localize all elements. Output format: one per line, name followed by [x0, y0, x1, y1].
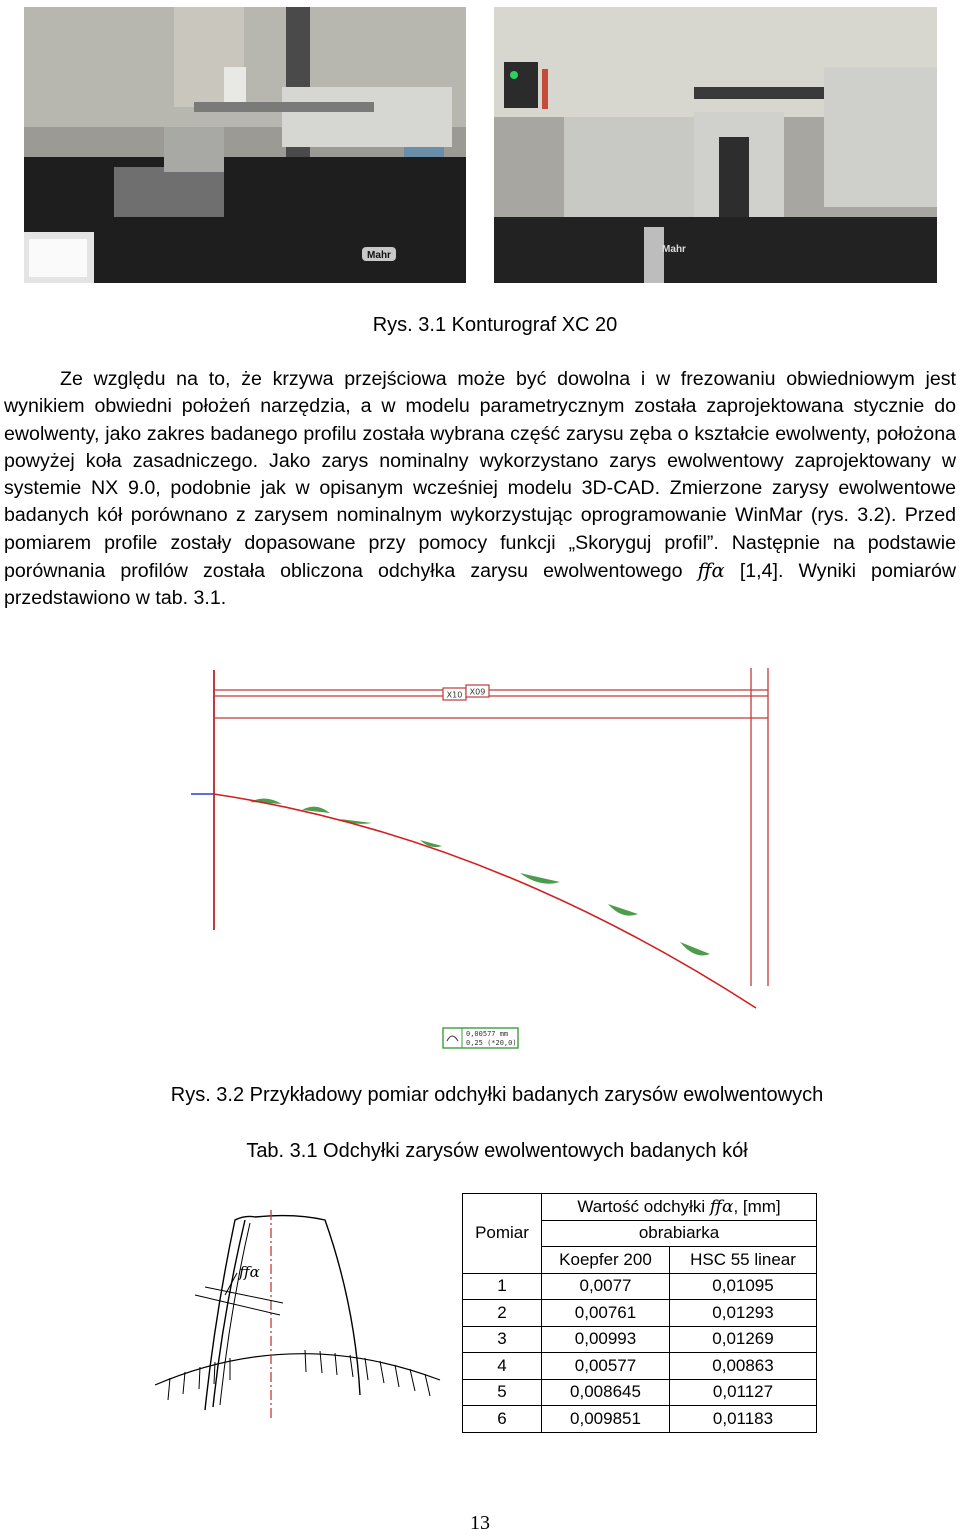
table-row	[463, 1300, 817, 1327]
table-caption-3-1: Tab. 3.1 Odchyłki zarysów ewolwentowych badanych kół	[246, 1140, 748, 1162]
cell-koepfer: 0,009851	[542, 1406, 670, 1433]
header-pomiar: Pomiar	[463, 1194, 542, 1274]
cell-hsc: 0,01293	[670, 1300, 817, 1327]
cell-koepfer: 0,0077	[542, 1273, 670, 1300]
cell-koepfer: 0,00761	[542, 1300, 670, 1327]
table-row	[463, 1326, 817, 1353]
header-value	[542, 1194, 817, 1221]
measured-hump	[420, 840, 442, 847]
cell-pomiar: 5	[463, 1379, 542, 1406]
measured-hump	[680, 942, 710, 956]
measured-hump	[520, 873, 560, 884]
base-circle	[155, 1354, 440, 1385]
tooth-profile-measured	[205, 1216, 255, 1410]
gear-tooth-sketch	[155, 1195, 445, 1420]
cell-koepfer: 0,00993	[542, 1326, 670, 1353]
deviation-table	[462, 1193, 817, 1433]
cell-pomiar: 4	[463, 1353, 542, 1380]
cell-koepfer: 0,008645	[542, 1379, 670, 1406]
cell-hsc: 0,01183	[670, 1406, 817, 1433]
body-paragraph	[4, 366, 956, 613]
table-row	[463, 1353, 817, 1380]
cell-pomiar: 3	[463, 1326, 542, 1353]
measured-deviation-humps	[250, 798, 710, 955]
gear-deviation-label: ffα	[239, 1263, 260, 1281]
cell-hsc: 0,01127	[670, 1379, 817, 1406]
cell-koepfer: 0,00577	[542, 1353, 670, 1380]
nominal-profile-curve	[214, 794, 756, 1008]
paragraph-text-end: [1,4]. Wyniki pomiarów przedstawiono w tab. 3.1.	[4, 560, 956, 610]
brand-logo-left: Mahr	[367, 250, 391, 261]
figure-caption-3-1: Rys. 3.1 Konturograf XC 20	[372, 314, 618, 336]
table-row	[463, 1379, 817, 1406]
marker-x10: X10	[446, 690, 463, 700]
header-unit: , [mm]	[733, 1196, 781, 1216]
cell-pomiar: 1	[463, 1273, 542, 1300]
cell-hsc: 0,01269	[670, 1326, 817, 1353]
header-col-hsc: HSC 55 linear	[670, 1247, 817, 1274]
tooth-profile-band	[220, 1223, 250, 1405]
cell-hsc: 0,01095	[670, 1273, 817, 1300]
header-value-prefix: Wartość odchyłki	[577, 1196, 710, 1216]
deviation-leader	[225, 1273, 237, 1295]
scale-ratio: 0,25 (*20,0)	[466, 1039, 517, 1047]
paragraph-text: Ze względu na to, że krzywa przejściowa może być dowolna i w frezowaniu obwiedniowym jest wynikiem obwiedni położeń narzędzia, a w modelu parametrycznym została zaprojektowana stycznie do ewolwenty, jako zakres badanego profilu została wybrana część zarysu zęba o kształcie ewolwenty, położona powyżej koła zasadniczego. Jako zarys nominalny wykorzystano zarys ewolwentowy zaprojektowany w systemie NX 9.0, podobnie jak w opisanym wcześniej modelu 3D-CAD. Zmierzone zarysy ewolwentowe badanych kół porównano z zarysem nominalnym wykorzystując oprogramowanie WinMar (rys. 3.2). Przed pomiarem profile zostały dopasowane przy pomocy funkcji „Skoryguj profil”. Następnie na podstawie porównania profilów została obliczona odchyłka zarysu ewolwentowego	[4, 368, 956, 583]
cell-pomiar: 6	[463, 1406, 542, 1433]
cell-hsc: 0,00863	[670, 1353, 817, 1380]
measured-hump	[608, 904, 638, 916]
header-col-koepfer: Koepfer 200	[542, 1247, 670, 1274]
table-row	[463, 1406, 817, 1433]
brand-logo-right: Mahr	[662, 244, 686, 255]
header-machine: obrabiarka	[542, 1220, 817, 1247]
cell-pomiar: 2	[463, 1300, 542, 1327]
page-number: 13	[470, 1512, 490, 1534]
deviation-line-1	[195, 1295, 280, 1315]
table-row	[463, 1273, 817, 1300]
figure-caption-3-2: Rys. 3.2 Przykładowy pomiar odchyłki badanych zarysów ewolwentowych	[170, 1084, 824, 1106]
photo-konturograf-overview	[24, 7, 466, 283]
header-symbol: ffα	[709, 1196, 734, 1217]
scale-mm: 0,00577 mm	[466, 1030, 509, 1038]
marker-x09: X09	[469, 687, 486, 697]
profile-deviation-plot	[190, 668, 780, 1068]
photo-konturograf-fixture	[494, 7, 937, 283]
deviation-symbol: ffα	[697, 559, 725, 583]
